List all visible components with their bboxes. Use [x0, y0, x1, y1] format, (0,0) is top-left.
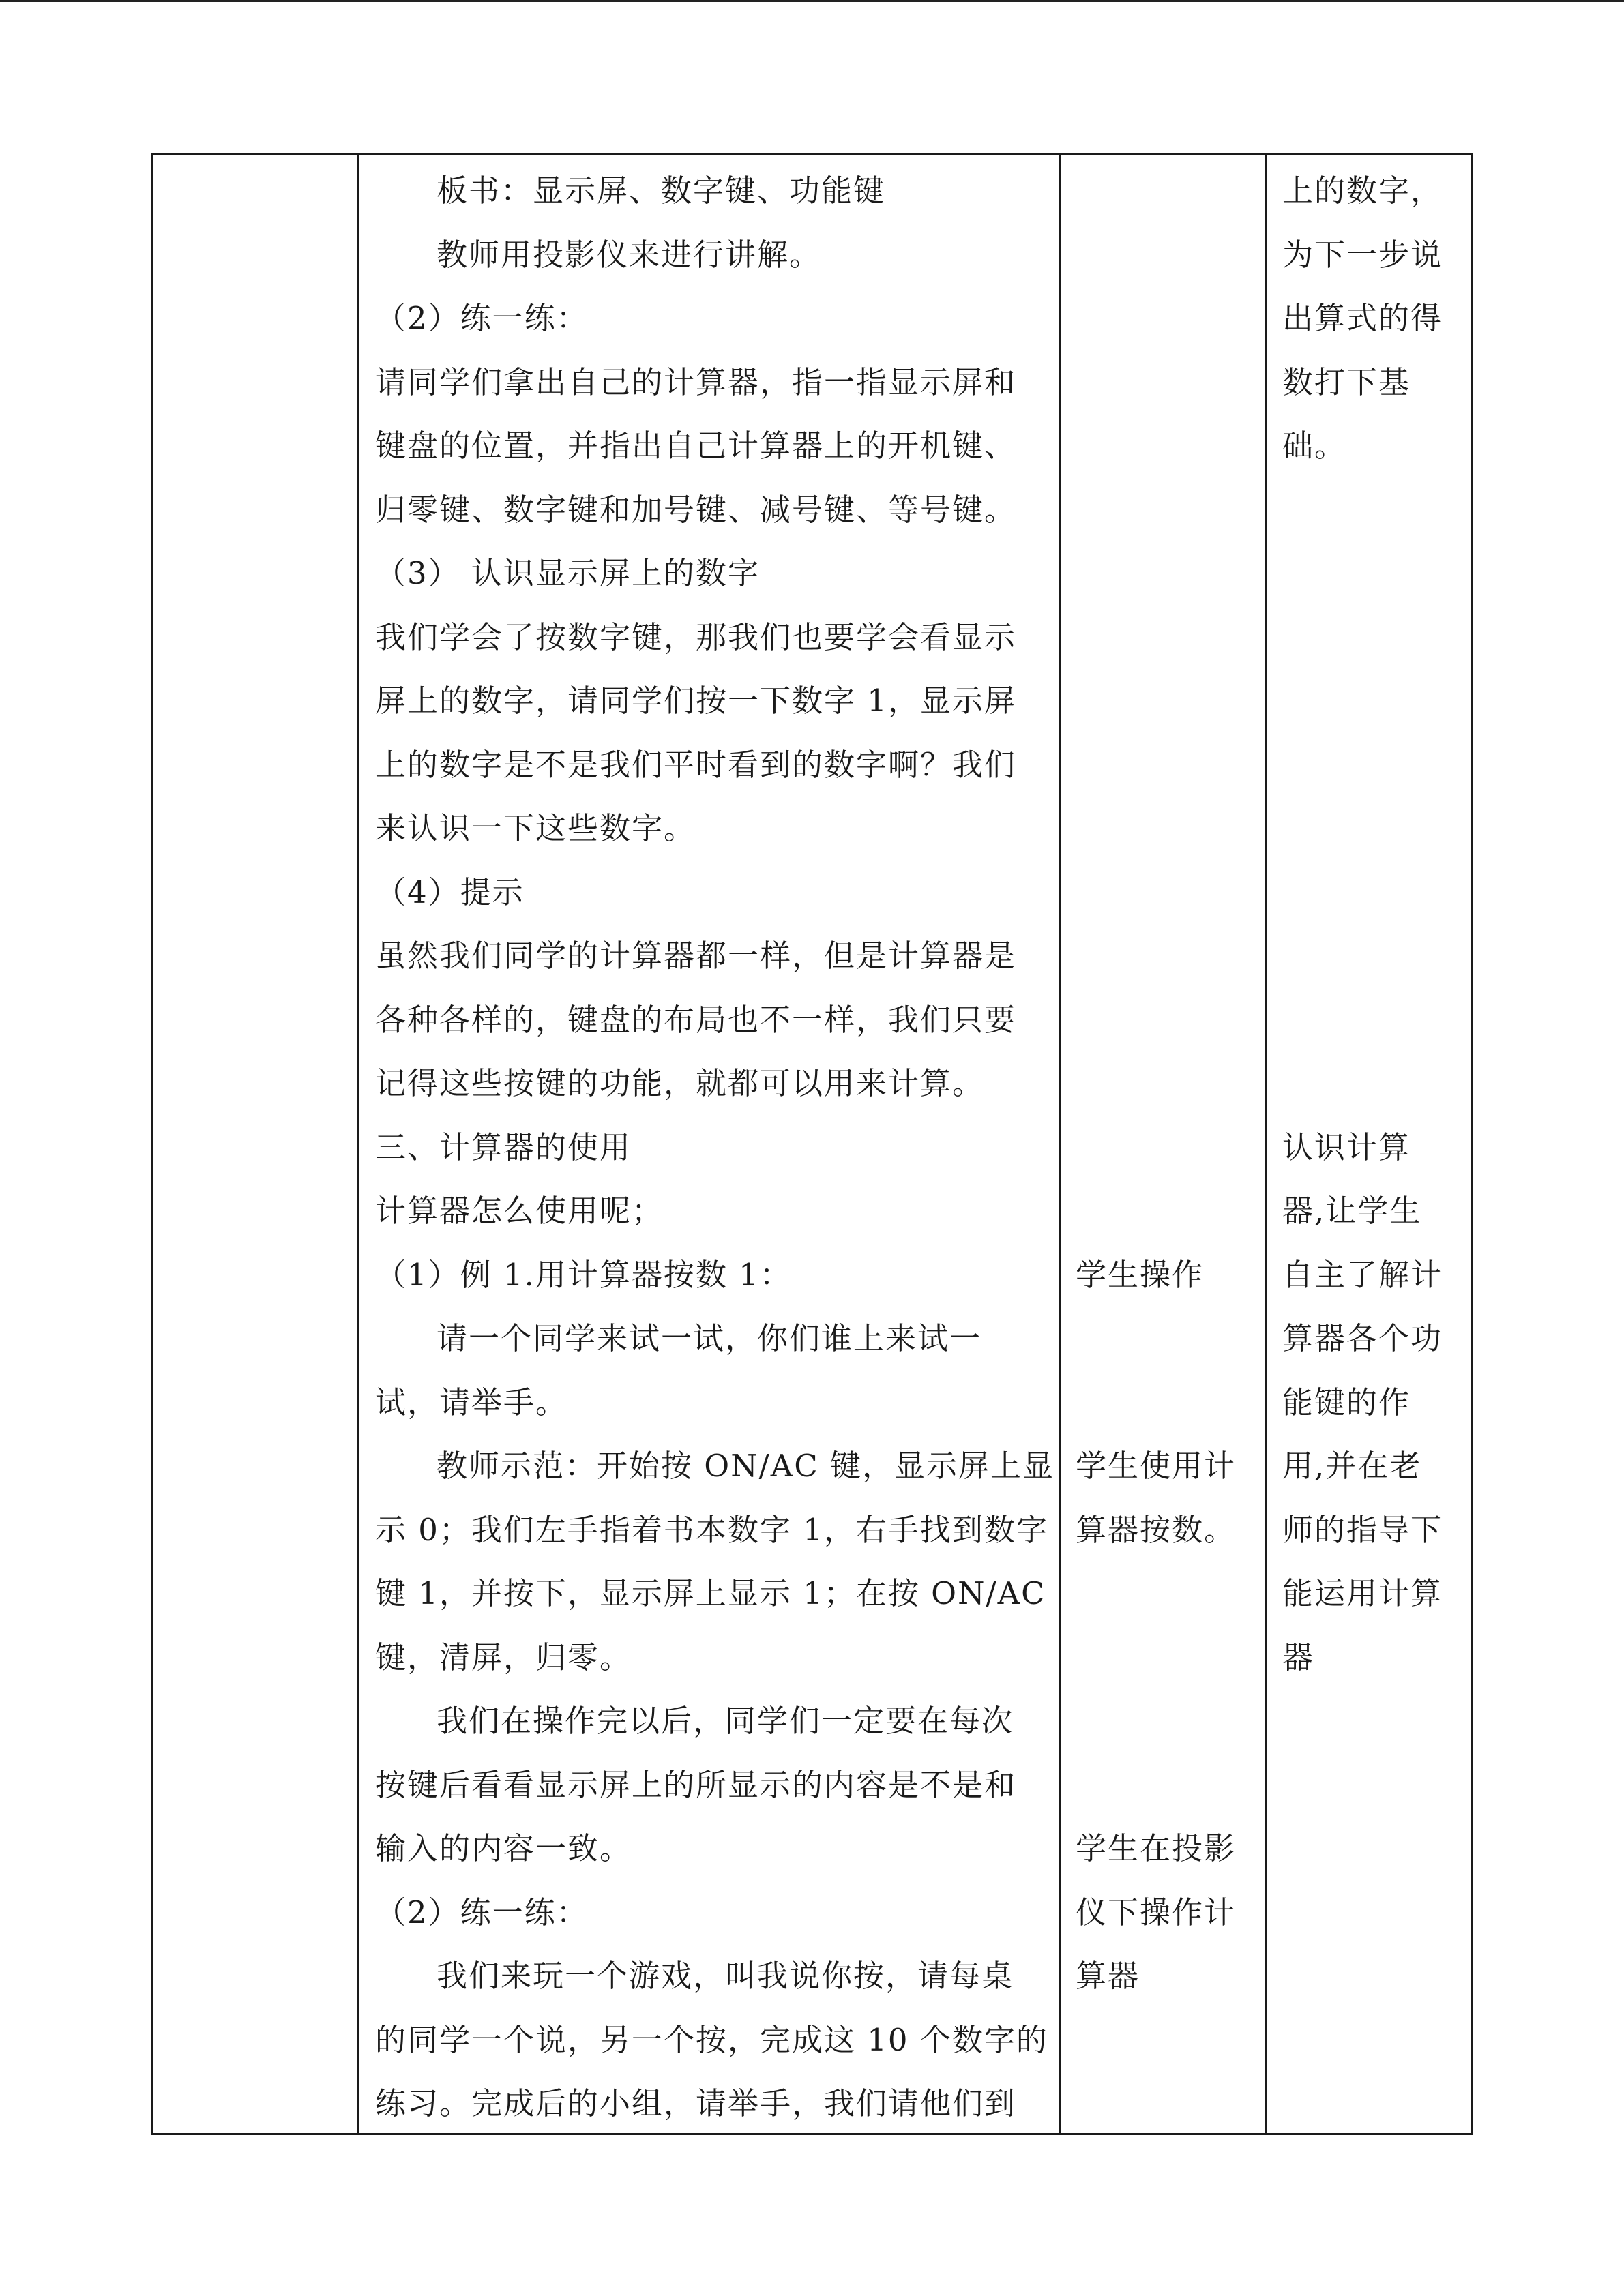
column-divider — [1059, 155, 1061, 2133]
design-intent-line: 算器各个功 — [1282, 1320, 1443, 1356]
student-activity-line: 算器 — [1076, 1958, 1140, 1994]
teaching-process-line: 来认识一下这些数字。 — [375, 810, 696, 846]
student-activity-line: 学生在投影 — [1076, 1830, 1237, 1866]
teaching-process-line: 输入的内容一致。 — [375, 1830, 632, 1866]
teaching-process-line: 练习。完成后的小组，请举手，我们请他们到 — [375, 2085, 1017, 2121]
design-intent-line: 自主了解计 — [1282, 1256, 1443, 1293]
teaching-process-line: （1）例 1.用计算器按数 1： — [375, 1256, 792, 1293]
teaching-process-line: 板书：显示屏、数字键、功能键 — [437, 173, 886, 209]
design-intent-line: 认识计算 — [1282, 1129, 1411, 1165]
design-intent-line: 上的数字， — [1282, 173, 1443, 209]
teaching-process-line: 计算器怎么使用呢； — [375, 1193, 664, 1229]
column-divider — [1265, 155, 1267, 2133]
design-intent-line: 础。 — [1282, 428, 1347, 464]
design-intent-line: 师的指导下 — [1282, 1511, 1443, 1548]
column-divider — [357, 155, 359, 2133]
teaching-process-line: 三、计算器的使用 — [375, 1129, 632, 1165]
teaching-process-line: 屏上的数字，请同学们按一下数字 1，显示屏 — [375, 683, 1016, 719]
teaching-process-line: 键 1，并按下，显示屏上显示 1；在按 ON/AC — [375, 1575, 1046, 1611]
design-intent-line: 数打下基 — [1282, 363, 1411, 400]
design-intent-line: 器,让学生 — [1282, 1193, 1422, 1229]
teaching-process-line: （3） 认识显示屏上的数字 — [375, 555, 760, 591]
design-intent-line: 能运用计算 — [1282, 1575, 1443, 1611]
design-intent-line: 为下一步说 — [1282, 236, 1443, 273]
student-activity-line: 学生操作 — [1076, 1256, 1205, 1293]
teaching-process-line: 教师用投影仪来进行讲解。 — [437, 236, 822, 273]
design-intent-line: 能键的作 — [1282, 1384, 1411, 1420]
design-intent-line: 器 — [1282, 1639, 1315, 1675]
teaching-process-line: 记得这些按键的功能，就都可以用来计算。 — [375, 1065, 985, 1101]
teaching-process-line: 我们来玩一个游戏，叫我说你按，请每桌 — [437, 1958, 1014, 1994]
student-activity-line: 学生使用计 — [1076, 1448, 1237, 1484]
teaching-process-line: 各种各样的，键盘的布局也不一样，我们只要 — [375, 1001, 1017, 1038]
teaching-process-line: 示 0；我们左手指着书本数字 1，右手找到数字 — [375, 1511, 1048, 1548]
teaching-process-line: 我们学会了按数字键，那我们也要学会看显示 — [375, 618, 1017, 655]
teaching-process-line: 教师示范：开始按 ON/AC 键，显示屏上显 — [437, 1448, 1054, 1484]
teaching-process-line: 按键后看看显示屏上的所显示的内容是不是和 — [375, 1766, 1017, 1803]
teaching-process-line: 键，清屏，归零。 — [375, 1639, 632, 1675]
teaching-process-line: 的同学一个说，另一个按，完成这 10 个数字的 — [375, 2021, 1048, 2058]
teaching-process-line: 请一个同学来试一试，你们谁上来试一 — [437, 1320, 982, 1356]
page-top-border — [0, 0, 1624, 2]
teaching-process-line: 虽然我们同学的计算器都一样，但是计算器是 — [375, 938, 1017, 974]
teaching-process-line: （2）练一练： — [375, 1894, 589, 1930]
teaching-process-line: （2）练一练： — [375, 300, 589, 336]
student-activity-line: 算器按数。 — [1076, 1511, 1237, 1548]
teaching-process-line: 试，请举手。 — [375, 1384, 568, 1420]
teaching-process-line: 上的数字是不是我们平时看到的数字啊？我们 — [375, 746, 1017, 783]
teaching-process-line: （4）提示 — [375, 874, 525, 910]
lesson-plan-table — [151, 153, 1473, 2135]
teaching-process-line: 我们在操作完以后，同学们一定要在每次 — [437, 1703, 1014, 1739]
design-intent-line: 用,并在老 — [1282, 1448, 1422, 1484]
teaching-process-line: 键盘的位置，并指出自己计算器上的开机键、 — [375, 428, 1017, 464]
teaching-process-line: 请同学们拿出自己的计算器，指一指显示屏和 — [375, 363, 1017, 400]
student-activity-line: 仪下操作计 — [1076, 1894, 1237, 1930]
teaching-process-line: 归零键、数字键和加号键、减号键、等号键。 — [375, 491, 1017, 528]
design-intent-line: 出算式的得 — [1282, 300, 1443, 336]
